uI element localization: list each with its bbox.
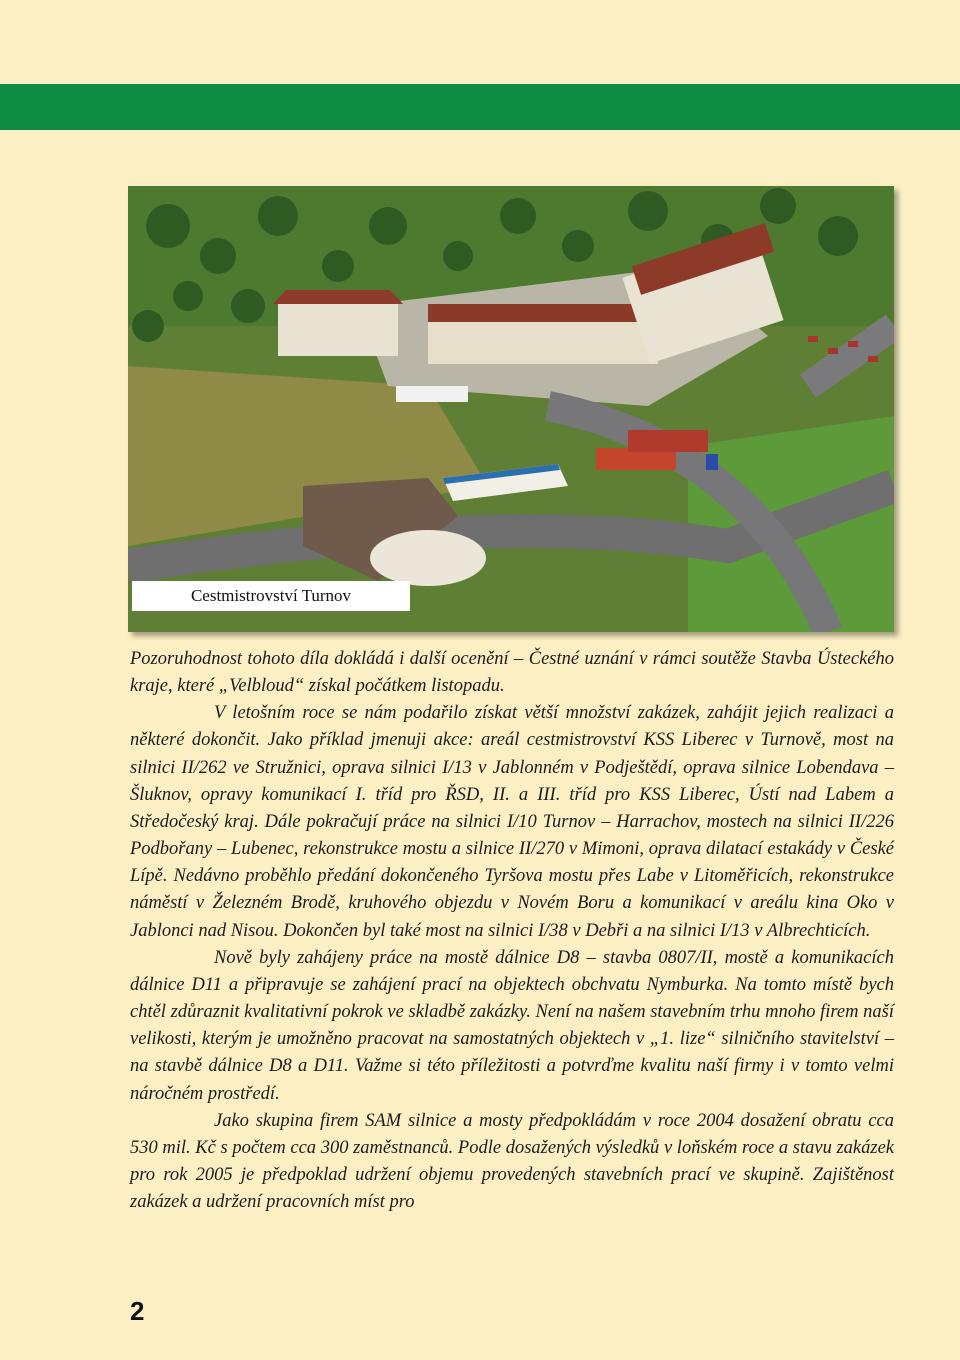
- article-body: [130, 646, 894, 1216]
- page-number: 2: [130, 1296, 145, 1326]
- header-color-band: [0, 84, 960, 130]
- paragraph: Nově byly zahájeny práce na mostě dálnice D8 – stavba 0807/II, mostě a komunikacích dálnice D11 a připravuje se zahájení prací na objektech obchvatu Nymburka. Na tomto místě bych chtěl zdůraznit kvalitativní pokrok ve skladbě zakázky. Není na našem stavebním trhu mnoho firem naší velikosti, kterým je umožněno pracovat na samostatných objektech v „1. lize“ silničního stavitelství – na stavbě dálnice D8 a D11. Važme si této příležitosti a potvrďme kvalitu naší firmy i v tomto velmi náročném prostředí.: [130, 947, 894, 1104]
- paragraph: V letošním roce se nám podařilo získat větší množství zakázek, zahájit jejich realizaci a některé dokončit. Jako příklad jmenuji akce: areál cestmistrovství KSS Liberec v Turnově, most na silnici II/262 ve Stružnici, oprava silnici I/13 v Jablonném v Podještědí, oprava silnice Lobendava – Šluknov, opravy komunikací I. tříd pro ŘSD, II. a III. tříd pro KSS Liberec, Ústí nad Labem a Středočeský kraj. Dále pokračují práce na silnici I/10 Turnov – Harrachov, mostech na silnici II/226 Podbořany – Lubenec, rekonstrukce mostu a silnice II/270 v Mimoni, oprava dilatací estakády v České Lípě. Nedávno proběhlo předání dokončeného Tyršova mostu přes Labe v Litoměřicích, rekonstrukce náměstí v Železném Brodě, kruhového objezdu v Novém Boru a komunikací v areálu kina Oko v Jablonci nad Nisou. Dokončen byl také most na silnici I/38 v Debři a na silnici I/13 v Albrechticích.: [130, 703, 894, 941]
- aerial-photo: [128, 186, 894, 632]
- paragraph: Jako skupina firem SAM silnice a mosty předpokládám v roce 2004 dosažení obratu cca 530 mil. Kč s počtem cca 300 zaměstnanců. Podle dosažených výsledků v loňském roce a stavu zakázek pro rok 2005 je předpoklad udržení objemu provedených stavebních prací ve skupině. Zajištěnost zakázek a udržení pracovních míst pro: [130, 1110, 894, 1213]
- paragraph: Pozoruhodnost tohoto díla dokládá i další ocenění – Čestné uznání v rámci soutěže Stavba Ústeckého kraje, které „Velbloud“ získal počátkem listopadu.: [130, 649, 894, 697]
- photo-caption: Cestmistrovství Turnov: [132, 581, 410, 611]
